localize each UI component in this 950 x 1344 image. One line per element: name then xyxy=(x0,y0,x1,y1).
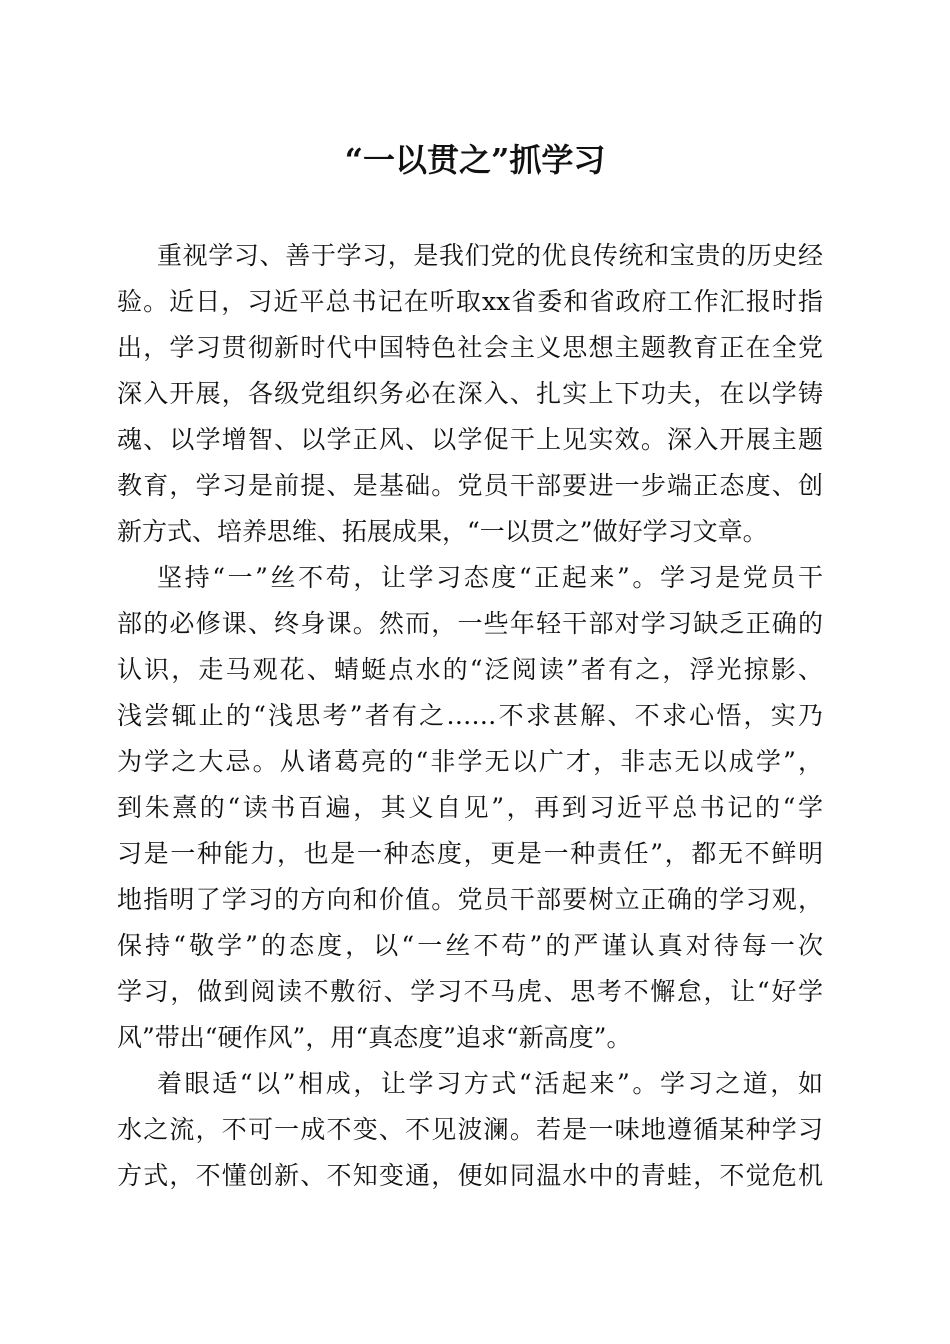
paragraph-1 xyxy=(117,233,823,555)
paragraph-line: 教育，学习是前提、是基础。党员干部要进一步端正态度、创 xyxy=(117,471,823,500)
paragraph-line: 魂、以学增智、以学正风、以学促干上见实效。深入开展主题 xyxy=(117,425,823,454)
paragraph-line: 着眼适“以”相成，让学习方式“活起来”。学习之道，如 xyxy=(157,1069,823,1098)
paragraph-2 xyxy=(117,555,823,1061)
paragraph-line: 为学之大忌。从诸葛亮的“非学无以广才，非志无以成学”， xyxy=(117,747,823,776)
paragraph-line: 水之流，不可一成不变、不见波澜。若是一味地遵循某种学习 xyxy=(117,1115,823,1144)
paragraph-line: 验。近日，习近平总书记在听取xx省委和省政府工作汇报时指 xyxy=(117,287,823,316)
paragraph-line: 地指明了学习的方向和价值。党员干部要树立正确的学习观， xyxy=(117,885,823,914)
document-title: “一以贯之”抓学习 xyxy=(344,141,606,179)
paragraph-line: 习是一种能力，也是一种态度，更是一种责任”，都无不鲜明 xyxy=(117,839,823,868)
paragraph-line: 部的必修课、终身课。然而，一些年轻干部对学习缺乏正确的 xyxy=(117,609,823,638)
paragraph-line: 深入开展，各级党组织务必在深入、扎实上下功夫，在以学铸 xyxy=(117,379,823,408)
paragraph-line: 出，学习贯彻新时代中国特色社会主义思想主题教育正在全党 xyxy=(117,333,823,362)
paragraph-line: 坚持“一”丝不苟，让学习态度“正起来”。学习是党员干 xyxy=(157,563,823,592)
paragraph-line: 保持“敬学”的态度，以“一丝不苟”的严谨认真对待每一次 xyxy=(117,931,823,960)
document-body xyxy=(117,233,823,1199)
paragraph-line: 到朱熹的“读书百遍，其义自见”，再到习近平总书记的“学 xyxy=(117,793,823,822)
paragraph-line: 风”带出“硬作风”，用“真态度”追求“新高度”。 xyxy=(117,1023,632,1052)
paragraph-line: 浅尝辄止的“浅思考”者有之……不求甚解、不求心悟，实乃 xyxy=(117,701,823,730)
paragraph-line: 新方式、培养思维、拓展成果，“一以贯之”做好学习文章。 xyxy=(117,517,768,546)
paragraph-3 xyxy=(117,1061,823,1199)
paragraph-line: 认识，走马观花、蜻蜓点水的“泛阅读”者有之，浮光掠影、 xyxy=(117,655,823,684)
paragraph-line: 重视学习、善于学习，是我们党的优良传统和宝贵的历史经 xyxy=(157,241,823,270)
paragraph-line: 方式，不懂创新、不知变通，便如同温水中的青蛙，不觉危机 xyxy=(117,1161,823,1190)
paragraph-line: 学习，做到阅读不敷衍、学习不马虎、思考不懈怠，让“好学 xyxy=(117,977,823,1006)
